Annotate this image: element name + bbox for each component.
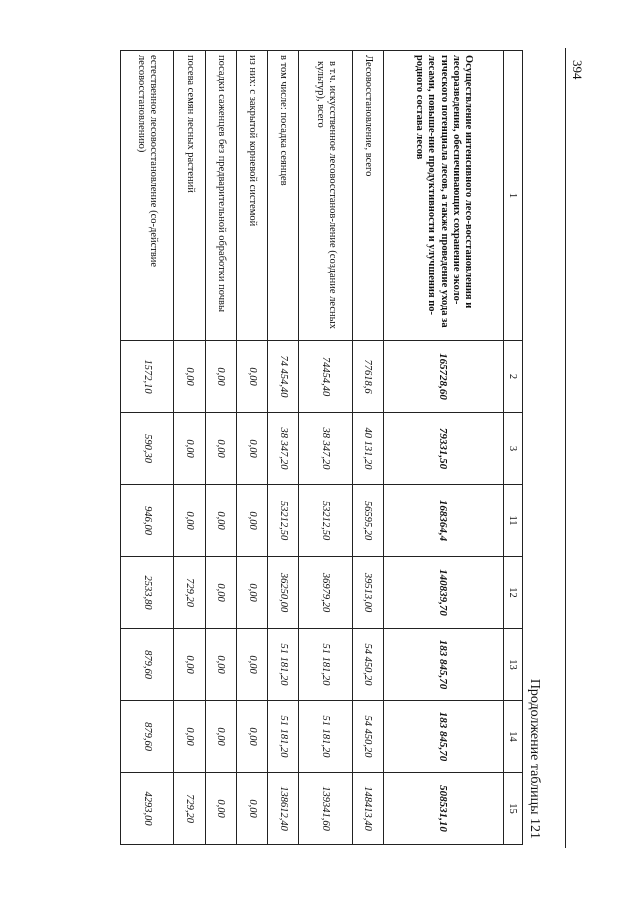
table-cell: 38 347,20: [268, 413, 299, 485]
table-cell: 165728,60: [384, 341, 504, 413]
table-cell: 51 181,20: [299, 701, 352, 773]
row-label: посева семян лесных растений: [174, 51, 205, 341]
table-cell: 74 454,40: [268, 341, 299, 413]
table-cell: 0,00: [236, 773, 267, 845]
rotated-page-content: [120, 50, 545, 845]
table-cell: 140839,70: [384, 557, 504, 629]
row-label: Лесовосстановление, всего: [352, 51, 383, 341]
table-cell: 139341,60: [299, 773, 352, 845]
table-cell: 40 131,20: [352, 413, 383, 485]
table-cell: 0,00: [205, 773, 236, 845]
data-table: [120, 50, 523, 845]
table-cell: 0,00: [236, 341, 267, 413]
table-cell: 0,00: [205, 701, 236, 773]
column-header: 12: [504, 557, 523, 629]
table-cell: 138612,40: [268, 773, 299, 845]
table-row: [299, 51, 352, 845]
table-cell: 879,60: [121, 701, 174, 773]
row-label: из них: с закрытой корневой системой: [236, 51, 267, 341]
table-cell: 0,00: [205, 341, 236, 413]
table-cell: 508531,10: [384, 773, 504, 845]
table-cell: 39513,00: [352, 557, 383, 629]
table-cell: 183 845,70: [384, 701, 504, 773]
table-cell: 36979,20: [299, 557, 352, 629]
table-row: [174, 51, 205, 845]
table-cell: 0,00: [205, 413, 236, 485]
table-cell: 879,60: [121, 629, 174, 701]
column-header: 1: [504, 51, 523, 341]
table-row: [384, 51, 504, 845]
table-caption: Продолжение таблицы 121: [527, 678, 542, 839]
table-cell: 56595,20: [352, 485, 383, 557]
table-cell: 729,20: [174, 773, 205, 845]
table-row: [121, 51, 174, 845]
column-header: 15: [504, 773, 523, 845]
table-cell: 729,20: [174, 557, 205, 629]
table-cell: 77618,6: [352, 341, 383, 413]
table-cell: 590,30: [121, 413, 174, 485]
table-cell: 51 181,20: [268, 629, 299, 701]
table-cell: 0,00: [205, 629, 236, 701]
row-label: Осуществление интенсивного лесо-восстановления и лесоразведения, обеспечивающих сохранение эколо-гического потенциала лесов, а также проведение ухода за лесами, повыше-ние продуктивности и улучшения по-родного состава лесов: [384, 51, 504, 341]
table-cell: 53212,50: [299, 485, 352, 557]
table-cell: 0,00: [205, 485, 236, 557]
table-cell: 0,00: [174, 413, 205, 485]
table-cell: 53212,50: [268, 485, 299, 557]
table-header-row: [504, 51, 523, 845]
table-row: [236, 51, 267, 845]
table-cell: 0,00: [174, 485, 205, 557]
table-cell: 946,00: [121, 485, 174, 557]
table-cell: 51 181,20: [299, 629, 352, 701]
row-label: естественное лесовосстановление (со-действие лесовосстановлению): [121, 51, 174, 341]
table-cell: 54 450,20: [352, 629, 383, 701]
table-cell: 4293,00: [121, 773, 174, 845]
column-header: 13: [504, 629, 523, 701]
table-cell: 0,00: [174, 341, 205, 413]
table-cell: 38 347,20: [299, 413, 352, 485]
row-label: в том числе: посадка сеянцев: [268, 51, 299, 341]
table-row: [268, 51, 299, 845]
separator-line: [565, 48, 566, 848]
table-cell: 0,00: [205, 557, 236, 629]
column-header: 14: [504, 701, 523, 773]
table-cell: 0,00: [236, 413, 267, 485]
table-cell: 148413,40: [352, 773, 383, 845]
table-cell: 0,00: [236, 629, 267, 701]
column-header: 2: [504, 341, 523, 413]
row-label: посадки саженцев без предварительной обработки почвы: [205, 51, 236, 341]
table-row: [205, 51, 236, 845]
table-cell: 0,00: [236, 485, 267, 557]
table-cell: 54 450,20: [352, 701, 383, 773]
table-cell: 2533,80: [121, 557, 174, 629]
table-cell: 74454,40: [299, 341, 352, 413]
table-row: [352, 51, 383, 845]
column-header: 11: [504, 485, 523, 557]
table-cell: 183 845,70: [384, 629, 504, 701]
table-cell: 51 181,20: [268, 701, 299, 773]
table-cell: 168364,4: [384, 485, 504, 557]
row-label: в т.ч. искусственное лесовосстанов-ление (создание лесных культур), всего: [299, 51, 352, 341]
table-cell: 79331,50: [384, 413, 504, 485]
page-number: 394: [570, 60, 585, 80]
table-cell: 1572,10: [121, 341, 174, 413]
table-cell: 0,00: [236, 557, 267, 629]
table-cell: 0,00: [174, 701, 205, 773]
table-cell: 0,00: [174, 629, 205, 701]
column-header: 3: [504, 413, 523, 485]
table-cell: 0,00: [236, 701, 267, 773]
table-cell: 36250,00: [268, 557, 299, 629]
